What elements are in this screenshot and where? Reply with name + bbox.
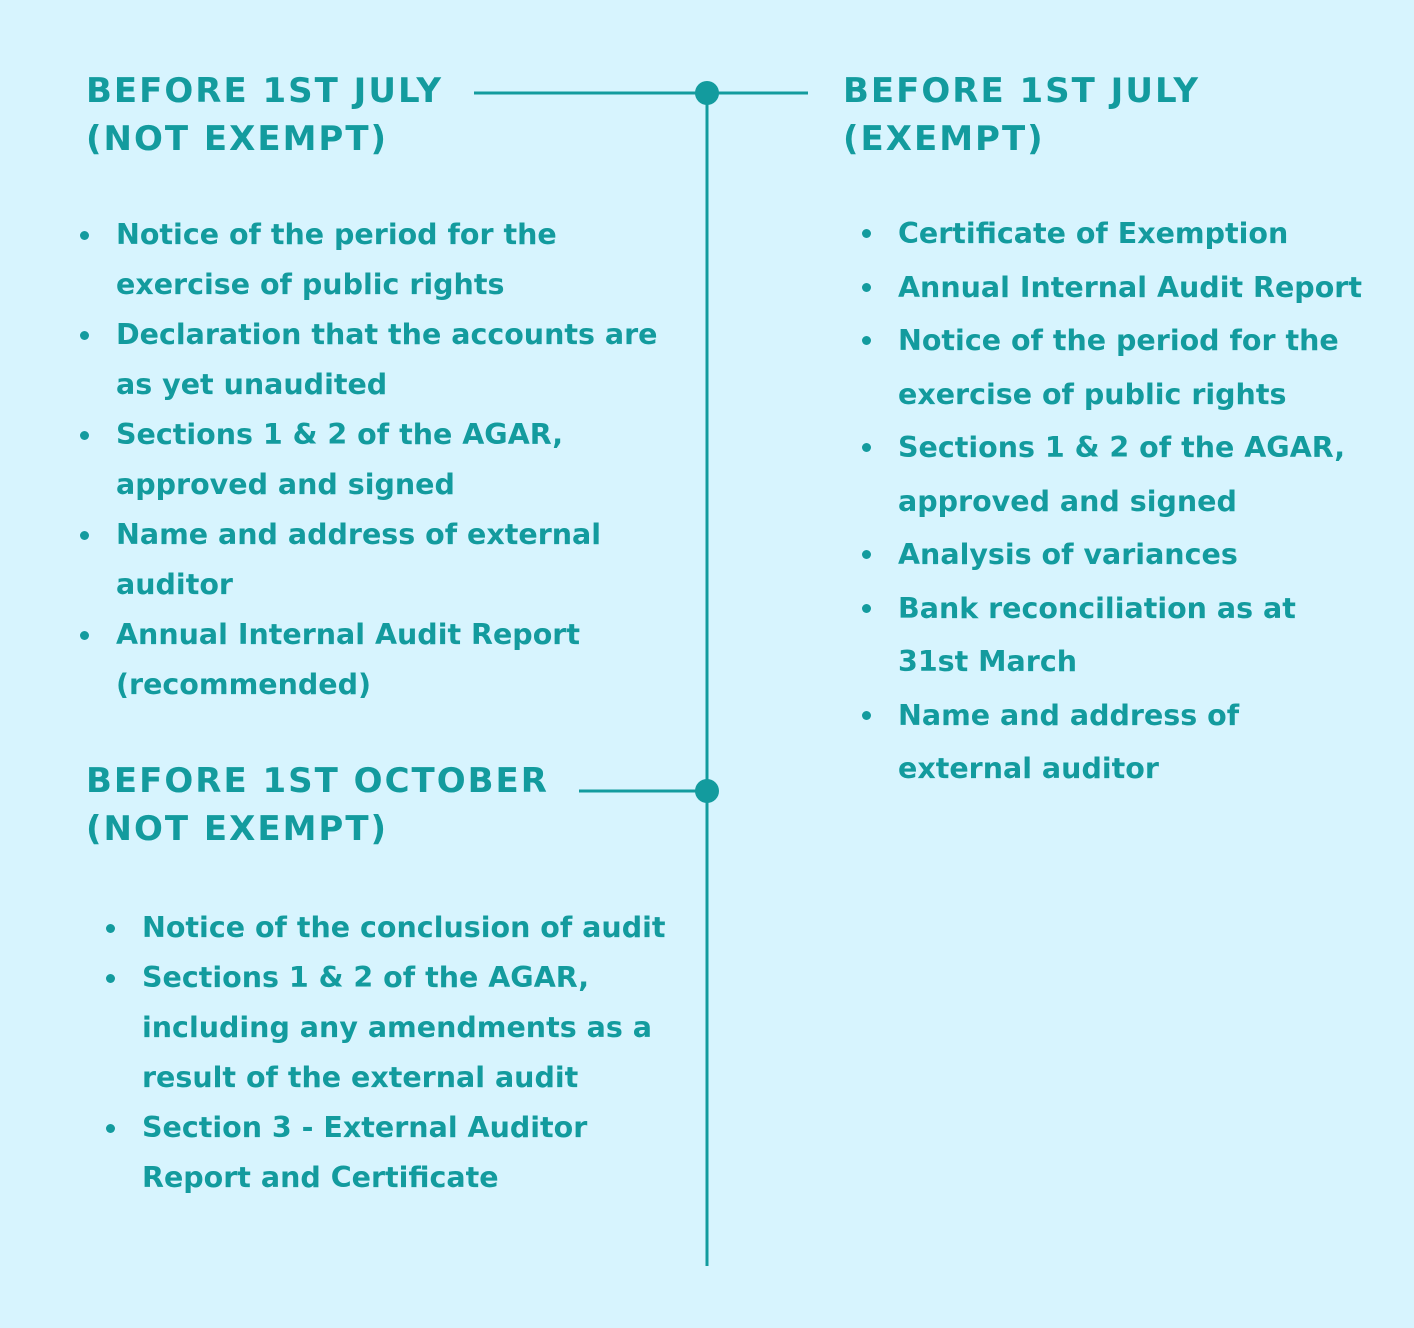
- list-item: Notice of the period for the exercise of public rights: [80, 210, 680, 310]
- list-item: Sections 1 & 2 of the AGAR, approved and signed: [80, 410, 680, 510]
- list-item: Name and address of external auditor: [80, 510, 680, 610]
- heading-october-not-exempt-line1: BEFORE 1ST OCTOBER: [86, 761, 549, 801]
- list-item: Declaration that the accounts are as yet unaudited: [80, 310, 680, 410]
- list-july-exempt: [862, 207, 1362, 796]
- heading-july-not-exempt-line1: BEFORE 1ST JULY: [86, 71, 443, 111]
- heading-october-not-exempt: [86, 757, 549, 853]
- list-july-not-exempt: [80, 210, 680, 710]
- list-october-not-exempt: [106, 903, 706, 1203]
- list-item: Sections 1 & 2 of the AGAR, approved and signed: [862, 421, 1362, 528]
- list-item: Sections 1 & 2 of the AGAR, including any amendments as a result of the external audit: [106, 953, 706, 1103]
- timeline-node-october: [695, 779, 719, 803]
- timeline-node-july: [695, 81, 719, 105]
- heading-october-not-exempt-line2: (NOT EXEMPT): [86, 809, 389, 849]
- list-item: Name and address of external auditor: [862, 689, 1362, 796]
- list-item: Analysis of variances: [862, 528, 1362, 582]
- heading-july-not-exempt: [86, 67, 443, 163]
- heading-july-exempt: [843, 67, 1200, 163]
- heading-july-exempt-line2: (EXEMPT): [843, 119, 1045, 159]
- heading-july-not-exempt-line2: (NOT EXEMPT): [86, 119, 389, 159]
- list-item: Bank reconciliation as at 31st March: [862, 582, 1362, 689]
- list-item: Annual Internal Audit Report (recommended): [80, 610, 680, 710]
- list-item: Annual Internal Audit Report: [862, 261, 1362, 315]
- list-item: Section 3 - External Auditor Report and Certificate: [106, 1103, 706, 1203]
- list-item: Notice of the conclusion of audit: [106, 903, 706, 953]
- list-item: Certificate of Exemption: [862, 207, 1362, 261]
- heading-july-exempt-line1: BEFORE 1ST JULY: [843, 71, 1200, 111]
- list-item: Notice of the period for the exercise of public rights: [862, 314, 1362, 421]
